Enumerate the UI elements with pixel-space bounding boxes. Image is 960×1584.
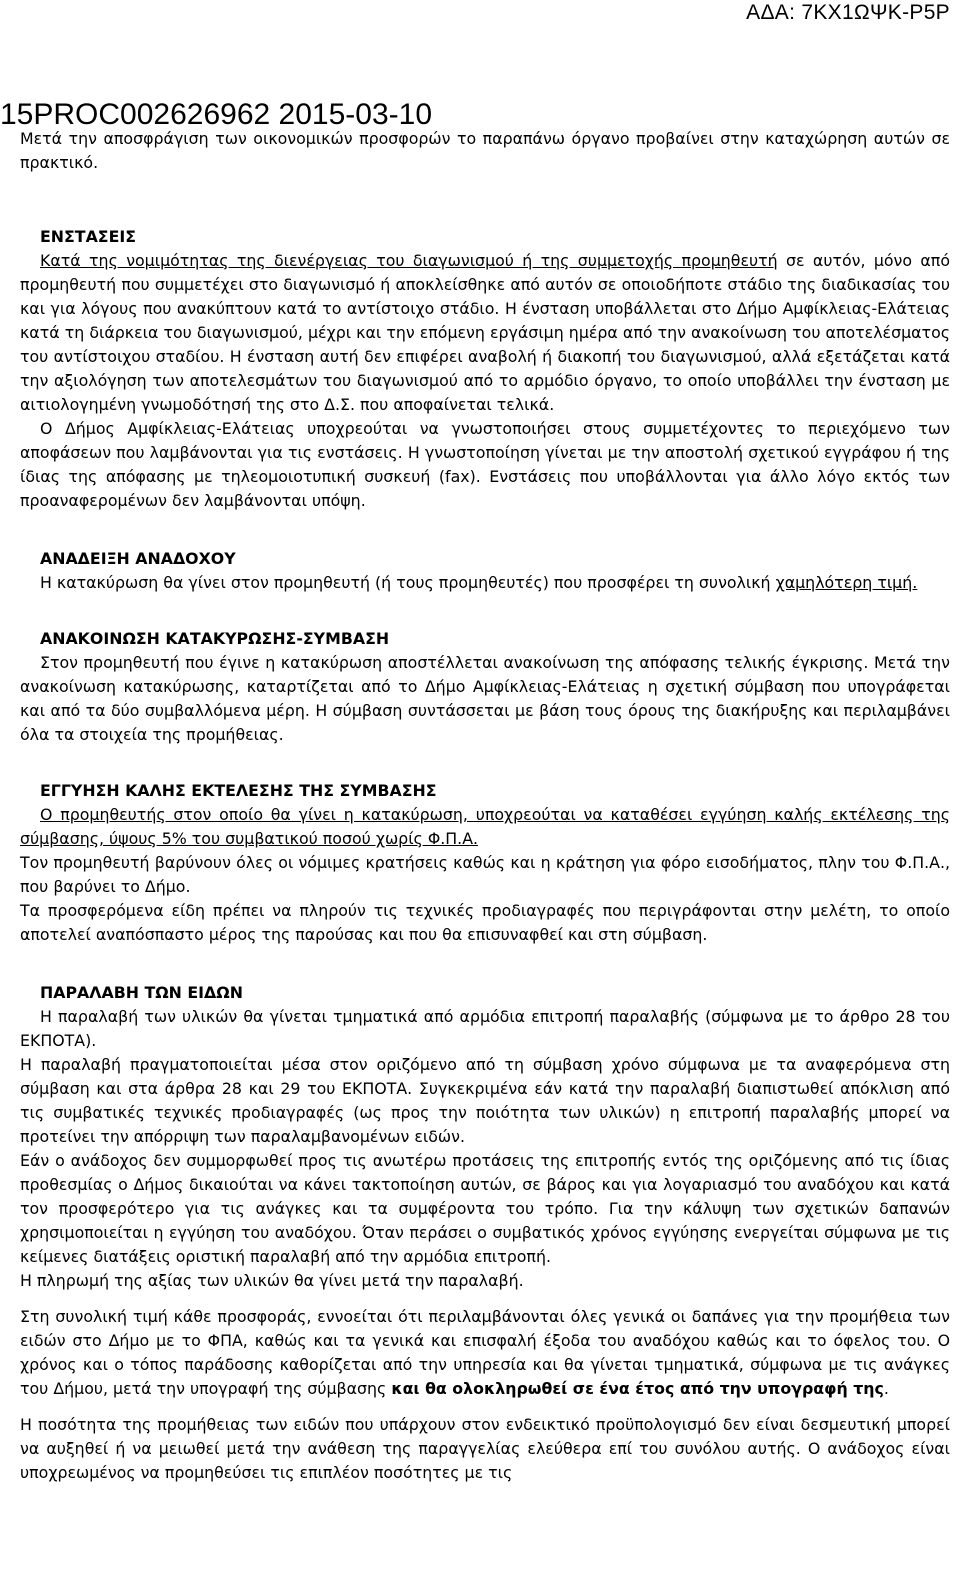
section-title-eggyisi: ΕΓΓΥΗΣΗ ΚΑΛΗΣ ΕΚΤΕΛΕΣΗΣ ΤΗΣ ΣΥΜΒΑΣΗΣ: [40, 781, 437, 800]
timi-text: Στη συνολική τιμή κάθε προσφοράς, εννοείται ότι περιλαμβάνονται όλες γενικά οι δαπάνες για την προμήθεια των ειδών στο Δήμο με το ΦΠΑ, καθώς και τα γενικά και επισφαλή έξοδα του αναδόχου καθώς και το όφελος του. Ο χρόνος και ο τόπος παράδοσης καθορίζεται από την υπηρεσία και θα γίνεται τμηματικά, σύμφωνα με τις ανάγκες του Δήμου, μετά την υπογραφή της σύμβασης: [20, 1307, 950, 1398]
section-title-enstaseis: ΕΝΣΤΑΣΕΙΣ: [40, 227, 137, 246]
anadeixi-text: Η κατακύρωση θα γίνει στον προμηθευτή (ή τους προμηθευτές) που προσφέρει τη συνολική: [40, 573, 776, 592]
eggyisi-paragraph-2: Τον προμηθευτή βαρύνουν όλες οι νόμιμες κρατήσεις καθώς και η κράτηση για φόρο εισοδήματος, πλην του Φ.Π.Α., που βαρύνει το Δήμο.: [20, 853, 950, 896]
eggyisi-paragraph-3: Τα προσφερόμενα είδη πρέπει να πληρούν τις τεχνικές προδιαγραφές που περιγράφονται στην μελέτη, το οποίο αποτελεί αναπόσπαστο μέρος της παρούσας και που θα επισυναφθεί και στη σύμβαση.: [20, 901, 950, 944]
eggyisi-underlined-text: Ο προμηθευτής στον οποίο θα γίνει η κατακύρωση, υποχρεούται να καταθέσει εγγύηση καλής εκτέλεσης της σύμβασης, ύψους 5% του συμβατικού ποσού χωρίς Φ.Π.Α.: [20, 805, 950, 848]
paralavi-paragraph-3: Εάν ο ανάδοχος δεν συμμορφωθεί προς τις ανωτέρω προτάσεις της επιτροπής εντός της οριζόμενης από τις ίδιας προθεσμίας ο Δήμος δικαιούται να κάνει τακτοποίηση αυτών, σε βάρος και για λογαριασμό του αναδόχου και κατά τον προσφερότερο για τις ανάγκες και τα συμφέροντα του τρόπο. Για την κάλυψη των σχετικών δαπανών χρησιμοποιείται η εγγύηση του αναδόχου. Όταν περάσει ο συμβατικός χρόνος εγγύησης ενεργείται σύμφωνα με τις κείμενες διατάξεις οριστική παραλαβή από την αρμόδια επιτροπή.: [20, 1151, 950, 1266]
anadeixi-paragraph: [20, 571, 950, 595]
paralavi-paragraph-4: Η πληρωμή της αξίας των υλικών θα γίνει μετά την παραλαβή.: [20, 1271, 524, 1290]
section-title-anadeixi: ΑΝΑΔΕΙΞΗ ΑΝΑΔΟΧΟΥ: [40, 549, 236, 568]
eggyisi-paragraph-1: [20, 803, 950, 851]
paralavi-paragraph-2: Η παραλαβή πραγματοποιείται μέσα στον οριζόμενο από τη σύμβαση χρόνο σύμφωνα με τα αναφερόμενα στη σύμβαση και στα άρθρα 28 και 29 του ΕΚΠΟΤΑ. Συγκεκριμένα εάν κατά την παραλαβή διαπιστωθεί απόκλιση από τις συμβατικές τεχνικές προδιαγραφές (ως προς την ποιότητα των υλικών) η επιτροπή παραλαβής μπορεί να προτείνει την απόρριψη των παραλαμβανομένων ειδών.: [20, 1055, 950, 1146]
timi-text-end: .: [883, 1379, 889, 1398]
document-body: [20, 127, 950, 1485]
procurement-stamp: 15PROC002626962 2015-03-10: [0, 98, 432, 131]
paralavi-paragraph-1: Η παραλαβή των υλικών θα γίνεται τμηματικά από αρμόδια επιτροπή παραλαβής (σύμφωνα με το άρθρο 28 του ΕΚΠΟΤΑ).: [20, 1007, 950, 1050]
anadeixi-underlined-text: χαμηλότερη τιμή.: [775, 573, 918, 592]
timi-paragraph-2: Η ποσότητα της προμήθειας των ειδών που υπάρχουν στον ενδεικτικό προϋπολογισμό δεν είναι δεσμευτική μπορεί να αυξηθεί ή να μειωθεί μετά την ανάθεση της παραγγελίας ελεύθερα επί του συνόλου αυτής. Ο ανάδοχος είναι υποχρεωμένος να προμηθεύσει τις επιπλέον ποσότητες με τις: [20, 1415, 950, 1482]
timi-paragraph-1: [20, 1305, 950, 1401]
ada-identifier: ΑΔΑ: 7ΚΧ1ΩΨΚ-Ρ5Ρ: [746, 1, 950, 24]
enstaseis-paragraph-2: Ο Δήμος Αμφίκλειας-Ελάτειας υποχρεούται να γνωστοποιήσει στους συμμετέχοντες το περιεχόμενο των αποφάσεων που λαμβάνονται για τις ενστάσεις. Η γνωστοποίηση γίνεται με την αποστολή σχετικού εγγράφου ή της ίδιας της απόφασης με τηλεομοιοτυπική συσκευή (fax). Ενστάσεις που υποβάλλονται για άλλο λόγο εκτός των προαναφερομένων δεν λαμβάνονται υπόψη.: [20, 419, 950, 510]
enstaseis-text: σε αυτόν, μόνο από προμηθευτή που συμμετέχει στο διαγωνισμό ή αποκλείσθηκε από αυτόν σε οποιοδήποτε στάδιο της διαδικασίας του και για λόγους που ανακύπτουν κατά το αντίστοιχο στάδιο. Η ένσταση υποβάλλεται στο Δήμο Αμφίκλειας-Ελάτειας κατά τη διάρκεια του διαγωνισμού, μέχρι και την επόμενη εργάσιμη ημέρα από την ανακοίνωση του αποτελέσματος του αντίστοιχου σταδίου. Η ένσταση αυτή δεν επιφέρει αναβολή ή διακοπή του διαγωνισμού, αλλά εξετάζεται κατά την αξιολόγηση των αποτελεσμάτων του διαγωνισμού από το αρμόδιο όργανο, το οποίο υποβάλλει την ένσταση με αιτιολογημένη γνωμοδότησή της στο Δ.Σ. που αποφαίνεται τελικά.: [20, 251, 950, 414]
anakoinosi-paragraph: Στον προμηθευτή που έγινε η κατακύρωση αποστέλλεται ανακοίνωση της απόφασης τελικής έγκρισης. Μετά την ανακοίνωση κατακύρωσης, καταρτίζεται από το Δήμο Αμφίκλειας-Ελάτειας η σχετική σύμβαση που υπογράφεται και από τα δύο συμβαλλόμενα μέρη. Η σύμβαση συντάσσεται με βάση τους όρους της διακήρυξης και περιλαμβάνει όλα τα στοιχεία της προμήθειας.: [20, 653, 950, 744]
timi-bold-text: και θα ολοκληρωθεί σε ένα έτος από την υπογραφή της: [391, 1379, 884, 1398]
intro-paragraph: Μετά την αποσφράγιση των οικονομικών προσφορών το παραπάνω όργανο προβαίνει στην καταχώρηση αυτών σε πρακτικό.: [20, 129, 950, 172]
enstaseis-underlined-text: Κατά της νομιμότητας της διενέργειας του διαγωνισμού ή της συμμετοχής προμηθευτή: [40, 251, 778, 270]
section-title-anakoinosi: ΑΝΑΚΟΙΝΩΣΗ ΚΑΤΑΚΥΡΩΣΗΣ-ΣΥΜΒΑΣΗ: [40, 629, 390, 648]
enstaseis-paragraph-1: [20, 249, 950, 417]
section-title-paralavi: ΠΑΡΑΛΑΒΗ ΤΩΝ ΕΙΔΩΝ: [40, 983, 243, 1002]
